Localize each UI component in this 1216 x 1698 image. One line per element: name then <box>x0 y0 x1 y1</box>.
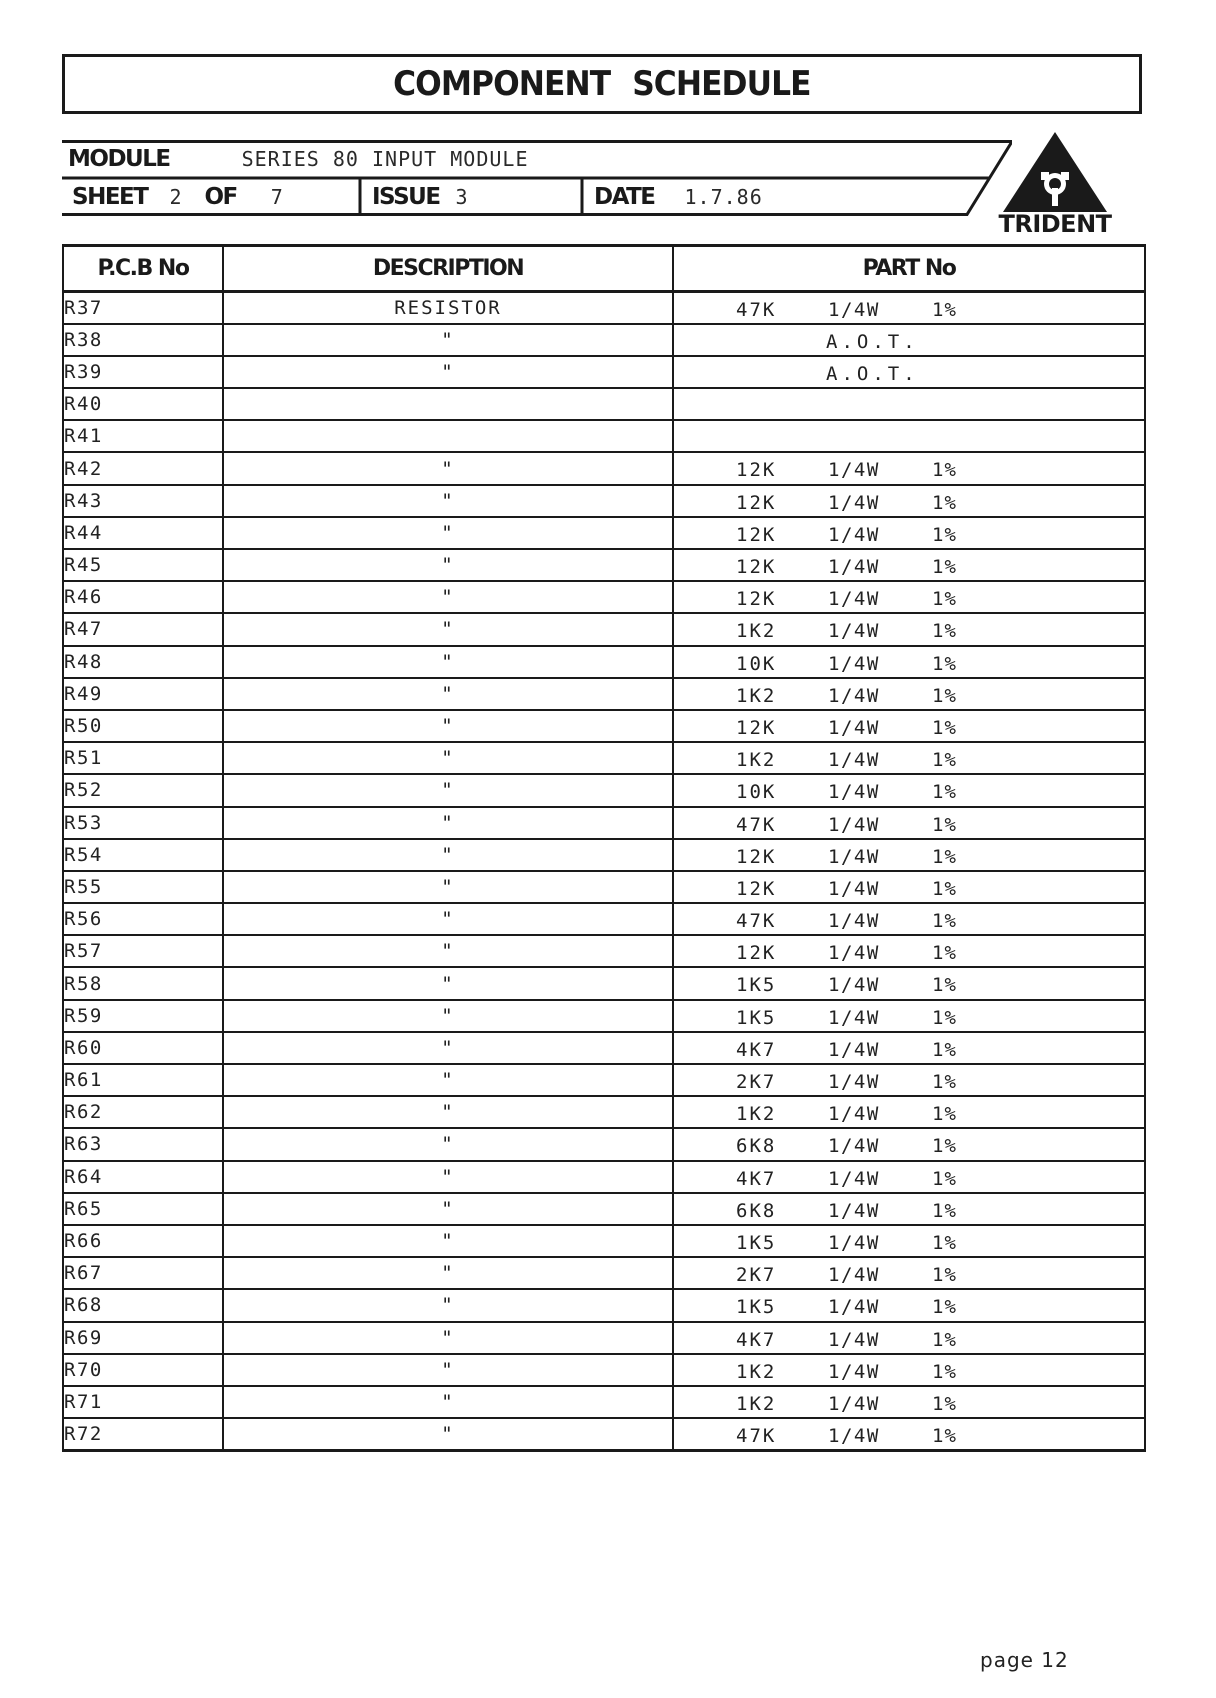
date-cell <box>594 178 763 216</box>
sheet-label: SHEET <box>72 184 148 210</box>
part-number <box>673 774 1145 806</box>
part-value: 1K5 <box>736 1296 777 1319</box>
part-wattage: 1/4W <box>828 1103 880 1126</box>
pcb-number: R71 <box>63 1386 223 1418</box>
part-number <box>673 581 1145 613</box>
part-number <box>673 1193 1145 1225</box>
part-wattage: 1/4W <box>828 588 880 611</box>
part-number <box>673 1289 1145 1321</box>
part-tolerance: 1% <box>932 556 957 578</box>
part-number <box>673 871 1145 903</box>
part-value: 6K8 <box>736 1135 777 1158</box>
table-row <box>63 1128 1145 1160</box>
part-number <box>673 1322 1145 1354</box>
pcb-number: R59 <box>63 1000 223 1032</box>
table-row <box>63 1064 1145 1096</box>
part-value: 12K <box>736 942 777 965</box>
part-tolerance: 1% <box>932 813 957 836</box>
table-row <box>63 1354 1145 1386</box>
page-title <box>393 64 810 104</box>
description: " <box>223 646 673 678</box>
part-value: 6K8 <box>736 1199 777 1222</box>
title-word-1: COMPONENT <box>393 64 611 104</box>
part-number <box>673 420 1145 452</box>
pcb-number: R39 <box>63 356 223 388</box>
part-value: 12K <box>736 845 777 868</box>
issue-label: ISSUE <box>372 184 440 210</box>
table-row <box>63 1193 1145 1225</box>
pcb-number: R53 <box>63 807 223 839</box>
part-tolerance: 1% <box>932 620 957 643</box>
part-number <box>673 1000 1145 1032</box>
part-value: 10K <box>736 781 777 804</box>
pcb-number: R55 <box>63 871 223 903</box>
part-tolerance: 1% <box>932 491 957 514</box>
table-row <box>63 1161 1145 1193</box>
part-number <box>673 613 1145 645</box>
part-wattage: 1/4W <box>828 459 880 482</box>
part-wattage: 1/4W <box>828 1135 880 1158</box>
description: " <box>223 1128 673 1160</box>
part-value: 10K <box>736 652 777 675</box>
table-row <box>63 1096 1145 1128</box>
part-value: 1K2 <box>736 1392 777 1415</box>
description: " <box>223 1032 673 1064</box>
part-tolerance: 1% <box>932 749 957 772</box>
part-number <box>673 1354 1145 1386</box>
description: " <box>223 1418 673 1450</box>
description: " <box>223 1289 673 1321</box>
table-row <box>63 613 1145 645</box>
part-wattage: 1/4W <box>828 1264 880 1287</box>
part-value: 1K2 <box>736 684 777 707</box>
part-value: 1K2 <box>736 1360 777 1383</box>
part-wattage: 1/4W <box>828 1006 880 1029</box>
table-row <box>63 871 1145 903</box>
part-tolerance: 1% <box>932 652 957 675</box>
description: " <box>223 1161 673 1193</box>
part-note: A.O.T. <box>826 362 919 385</box>
description: " <box>223 1257 673 1289</box>
part-number <box>673 710 1145 742</box>
table-row <box>63 1032 1145 1064</box>
part-wattage: 1/4W <box>828 1360 880 1383</box>
table-row <box>63 1386 1145 1418</box>
component-table <box>62 244 1146 1452</box>
table-row <box>63 967 1145 999</box>
description: " <box>223 935 673 967</box>
description <box>223 388 673 420</box>
part-number <box>673 356 1145 388</box>
part-number <box>673 324 1145 356</box>
part-tolerance: 1% <box>932 974 957 997</box>
pcb-number: R67 <box>63 1257 223 1289</box>
pcb-number: R45 <box>63 549 223 581</box>
pcb-number: R61 <box>63 1064 223 1096</box>
part-number <box>673 1064 1145 1096</box>
pcb-number: R52 <box>63 774 223 806</box>
description: " <box>223 485 673 517</box>
pcb-number: R70 <box>63 1354 223 1386</box>
description: " <box>223 1386 673 1418</box>
part-tolerance: 1% <box>932 523 957 546</box>
pcb-number: R58 <box>63 967 223 999</box>
pcb-number: R60 <box>63 1032 223 1064</box>
part-number <box>673 742 1145 774</box>
part-number <box>673 839 1145 871</box>
trident-logo <box>975 130 1135 240</box>
part-value: 4K7 <box>736 1328 777 1351</box>
part-wattage: 1/4W <box>828 1167 880 1190</box>
issue-cell <box>372 178 469 216</box>
part-value: 12K <box>736 877 777 900</box>
part-value: 47K <box>736 1425 777 1448</box>
part-wattage: 1/4W <box>828 620 880 643</box>
part-value: 2K7 <box>736 1264 777 1287</box>
part-wattage: 1/4W <box>828 749 880 772</box>
table-row <box>63 935 1145 967</box>
description: " <box>223 1064 673 1096</box>
part-tolerance: 1% <box>932 1328 957 1351</box>
part-tolerance: 1% <box>932 781 957 804</box>
part-tolerance: 1% <box>932 1199 957 1222</box>
pcb-number: R51 <box>63 742 223 774</box>
part-value: 12K <box>736 459 777 482</box>
part-tolerance: 1% <box>932 1103 957 1126</box>
part-wattage: 1/4W <box>828 1199 880 1222</box>
part-tolerance: 1% <box>932 1264 957 1287</box>
part-wattage: 1/4W <box>828 1071 880 1093</box>
table-row <box>63 485 1145 517</box>
part-number <box>673 549 1145 581</box>
pcb-number: R63 <box>63 1128 223 1160</box>
module-label: MODULE <box>68 146 170 172</box>
table-row <box>63 420 1145 452</box>
pcb-number: R68 <box>63 1289 223 1321</box>
pcb-number: R62 <box>63 1096 223 1128</box>
table-row <box>63 839 1145 871</box>
description: " <box>223 324 673 356</box>
part-tolerance: 1% <box>932 1296 957 1319</box>
table-row <box>63 678 1145 710</box>
part-value: 12K <box>736 716 777 739</box>
part-number <box>673 1418 1145 1450</box>
header-pcb-no: P.C.B No <box>63 246 223 292</box>
pcb-number: R48 <box>63 646 223 678</box>
part-value: 1K2 <box>736 1103 777 1126</box>
header-block <box>62 140 1012 216</box>
description: " <box>223 710 673 742</box>
table-row <box>63 1000 1145 1032</box>
trident-logo-icon <box>975 130 1135 212</box>
part-value: 1K2 <box>736 620 777 643</box>
table-row <box>63 581 1145 613</box>
part-value: 1K5 <box>736 1231 777 1254</box>
part-wattage: 1/4W <box>828 1231 880 1254</box>
part-tolerance: 1% <box>932 1425 957 1448</box>
sheet-number: 2 <box>169 185 183 209</box>
part-wattage: 1/4W <box>828 910 880 933</box>
part-number <box>673 967 1145 999</box>
pcb-number: R46 <box>63 581 223 613</box>
module-value: SERIES 80 INPUT MODULE <box>241 147 529 171</box>
table-row <box>63 646 1145 678</box>
description: " <box>223 1225 673 1257</box>
part-tolerance: 1% <box>932 1392 957 1415</box>
part-tolerance: 1% <box>932 1135 957 1158</box>
title-box <box>62 54 1142 114</box>
part-wattage: 1/4W <box>828 845 880 868</box>
part-tolerance: 1% <box>932 684 957 707</box>
table-row <box>63 549 1145 581</box>
part-number <box>673 1128 1145 1160</box>
part-value: 12K <box>736 491 777 514</box>
description: RESISTOR <box>223 292 673 324</box>
table-row <box>63 292 1145 324</box>
description: " <box>223 839 673 871</box>
part-wattage: 1/4W <box>828 781 880 804</box>
part-value: 12K <box>736 588 777 611</box>
description <box>223 420 673 452</box>
part-tolerance: 1% <box>932 588 957 611</box>
part-value: 4K7 <box>736 1167 777 1190</box>
part-number <box>673 903 1145 935</box>
part-wattage: 1/4W <box>828 684 880 707</box>
part-wattage: 1/4W <box>828 1425 880 1448</box>
pcb-number: R44 <box>63 517 223 549</box>
part-wattage: 1/4W <box>828 942 880 965</box>
module-row <box>68 140 528 178</box>
part-wattage: 1/4W <box>828 556 880 578</box>
description: " <box>223 742 673 774</box>
part-number <box>673 678 1145 710</box>
part-value: 47K <box>736 910 777 933</box>
part-tolerance: 1% <box>932 1167 957 1190</box>
part-value: 47K <box>736 299 777 321</box>
pcb-number: R69 <box>63 1322 223 1354</box>
part-value: 1K5 <box>736 1006 777 1029</box>
table-row <box>63 1257 1145 1289</box>
part-wattage: 1/4W <box>828 523 880 546</box>
part-number <box>673 388 1145 420</box>
description: " <box>223 1193 673 1225</box>
part-tolerance: 1% <box>932 1006 957 1029</box>
pcb-number: R54 <box>63 839 223 871</box>
description: " <box>223 1000 673 1032</box>
description: " <box>223 774 673 806</box>
description: " <box>223 517 673 549</box>
part-tolerance: 1% <box>932 877 957 900</box>
part-wattage: 1/4W <box>828 652 880 675</box>
part-wattage: 1/4W <box>828 716 880 739</box>
table-header-row <box>63 246 1145 292</box>
part-tolerance: 1% <box>932 1038 957 1061</box>
pcb-number: R72 <box>63 1418 223 1450</box>
pcb-number: R42 <box>63 452 223 484</box>
table-row <box>63 807 1145 839</box>
table-row <box>63 1322 1145 1354</box>
pcb-number: R47 <box>63 613 223 645</box>
part-tolerance: 1% <box>932 845 957 868</box>
part-number <box>673 935 1145 967</box>
pcb-number: R37 <box>63 292 223 324</box>
part-wattage: 1/4W <box>828 1392 880 1415</box>
part-number <box>673 1225 1145 1257</box>
part-wattage: 1/4W <box>828 1296 880 1319</box>
date-value: 1.7.86 <box>684 185 763 209</box>
part-tolerance: 1% <box>932 459 957 482</box>
table-row <box>63 324 1145 356</box>
part-tolerance: 1% <box>932 1231 957 1254</box>
description: " <box>223 1096 673 1128</box>
pcb-number: R65 <box>63 1193 223 1225</box>
description: " <box>223 871 673 903</box>
part-wattage: 1/4W <box>828 491 880 514</box>
part-tolerance: 1% <box>932 1360 957 1383</box>
pcb-number: R49 <box>63 678 223 710</box>
part-number <box>673 292 1145 324</box>
description: " <box>223 807 673 839</box>
part-number <box>673 807 1145 839</box>
description: " <box>223 678 673 710</box>
part-tolerance: 1% <box>932 942 957 965</box>
part-number <box>673 485 1145 517</box>
table-row <box>63 1418 1145 1450</box>
part-number <box>673 646 1145 678</box>
part-wattage: 1/4W <box>828 813 880 836</box>
part-note: A.O.T. <box>826 330 919 353</box>
part-value: 12K <box>736 523 777 546</box>
pcb-number: R43 <box>63 485 223 517</box>
pcb-number: R57 <box>63 935 223 967</box>
part-value: 12K <box>736 556 777 578</box>
description: " <box>223 549 673 581</box>
pcb-number: R56 <box>63 903 223 935</box>
part-number <box>673 1161 1145 1193</box>
description: " <box>223 1322 673 1354</box>
part-value: 1K5 <box>736 974 777 997</box>
table-row <box>63 1289 1145 1321</box>
pcb-number: R41 <box>63 420 223 452</box>
pcb-number: R50 <box>63 710 223 742</box>
part-value: 2K7 <box>736 1071 777 1093</box>
description: " <box>223 903 673 935</box>
description: " <box>223 967 673 999</box>
description: " <box>223 1354 673 1386</box>
table-row <box>63 742 1145 774</box>
part-wattage: 1/4W <box>828 1038 880 1061</box>
part-number <box>673 452 1145 484</box>
table-row <box>63 388 1145 420</box>
title-word-2: SCHEDULE <box>632 64 811 104</box>
sheet-cell <box>72 178 284 216</box>
part-number <box>673 1386 1145 1418</box>
description: " <box>223 452 673 484</box>
part-tolerance: 1% <box>932 910 957 933</box>
page-number: page 12 <box>980 1648 1069 1672</box>
part-number <box>673 1032 1145 1064</box>
part-tolerance: 1% <box>932 1071 957 1093</box>
part-value: 47K <box>736 813 777 836</box>
table-row <box>63 356 1145 388</box>
part-number <box>673 517 1145 549</box>
pcb-number: R64 <box>63 1161 223 1193</box>
table-row <box>63 903 1145 935</box>
part-number <box>673 1257 1145 1289</box>
description: " <box>223 613 673 645</box>
of-label: OF <box>204 184 237 210</box>
part-wattage: 1/4W <box>828 299 880 321</box>
pcb-number: R38 <box>63 324 223 356</box>
pcb-number: R66 <box>63 1225 223 1257</box>
part-wattage: 1/4W <box>828 1328 880 1351</box>
table-row <box>63 774 1145 806</box>
description: " <box>223 581 673 613</box>
part-number <box>673 1096 1145 1128</box>
header-description: DESCRIPTION <box>223 246 673 292</box>
date-label: DATE <box>594 184 655 210</box>
part-value: 4K7 <box>736 1038 777 1061</box>
header-part-no: PART No <box>673 246 1145 292</box>
description: " <box>223 356 673 388</box>
logo-text: TRIDENT <box>998 210 1112 238</box>
table-row <box>63 1225 1145 1257</box>
table-row <box>63 452 1145 484</box>
table-row <box>63 517 1145 549</box>
issue-value: 3 <box>455 185 469 209</box>
part-wattage: 1/4W <box>828 877 880 900</box>
part-wattage: 1/4W <box>828 974 880 997</box>
part-tolerance: 1% <box>932 299 957 321</box>
part-value: 1K2 <box>736 749 777 772</box>
sheet-total: 7 <box>270 185 284 209</box>
table-row <box>63 710 1145 742</box>
part-tolerance: 1% <box>932 716 957 739</box>
pcb-number: R40 <box>63 388 223 420</box>
